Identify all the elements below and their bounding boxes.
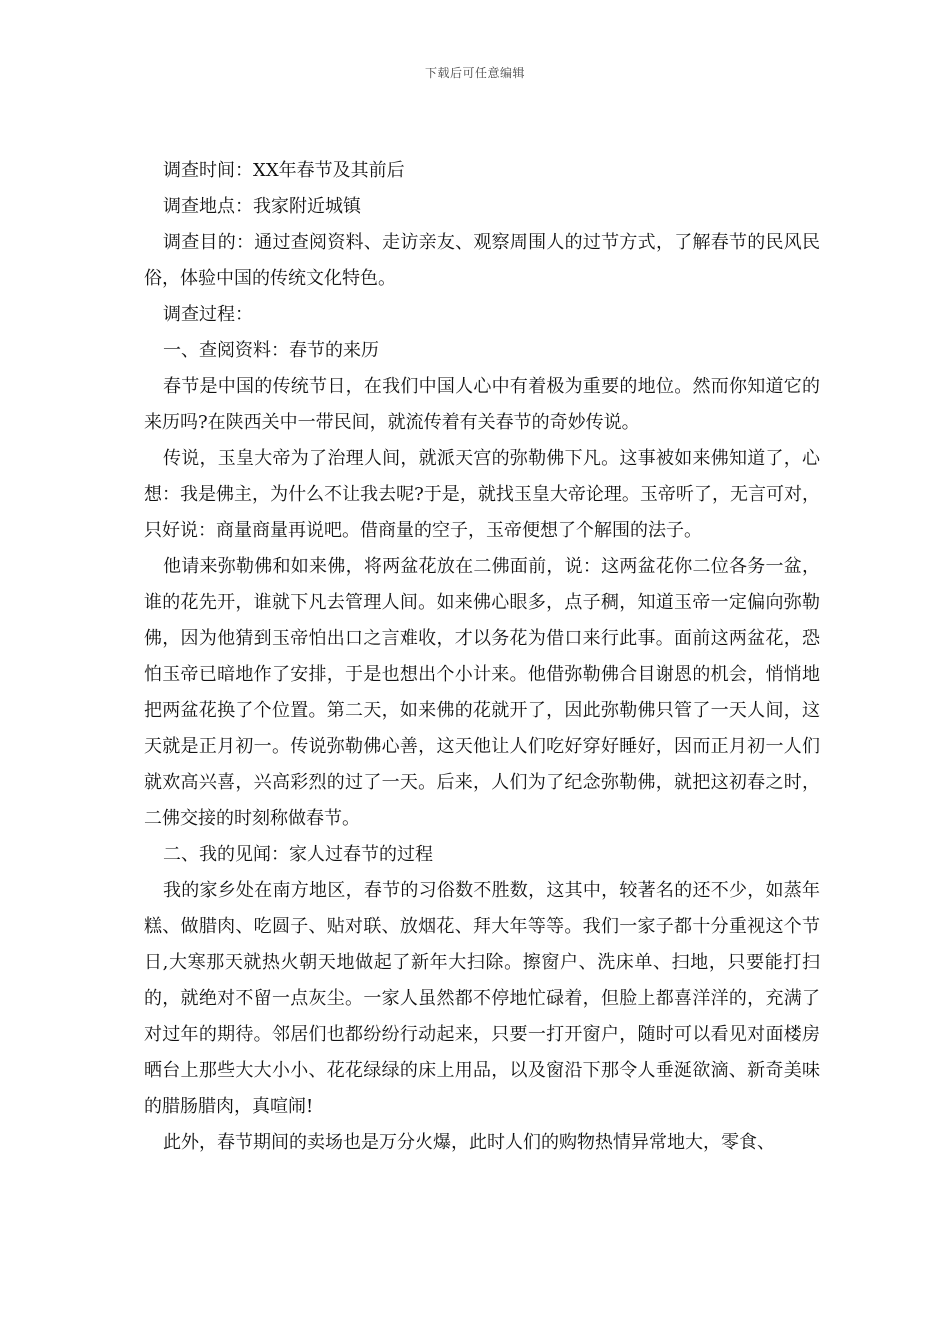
body-paragraph: 传说，玉皇大帝为了治理人间，就派天宫的弥勒佛下凡。这事被如来佛知道了，心想：我是佛主，为什么不让我去呢?于是，就找玉皇大帝论理。玉帝听了，无言可对，只好说：商量商量再说吧。借商量的空子，玉帝便想了个解围的法子。 (144, 448, 820, 541)
body-paragraph: 此外，春节期间的卖场也是万分火爆，此时人们的购物热情异常地大，零食、 (163, 1132, 775, 1153)
section-one-heading: 一、查阅资料：春节的来历 (163, 340, 379, 361)
survey-process-heading: 调查过程： (163, 304, 253, 325)
survey-location-paragraph: 调查地点：我家附近城镇 (163, 196, 361, 217)
survey-purpose-paragraph: 调查目的：通过查阅资料、走访亲友、观察周围人的过节方式，了解春节的民风民俗，体验中国的传统文化特色。 (144, 232, 820, 289)
body-paragraph: 他请来弥勒佛和如来佛，将两盆花放在二佛面前，说：这两盆花你二位各务一盆，谁的花先开，谁就下凡去管理人间。如来佛心眼多，点子稠，知道玉帝一定偏向弥勒佛，因为他猜到玉帝怕出口之言难收，才以务花为借口来行此事。面前这两盆花，恐怕玉帝已暗地作了安排，于是也想出个小计来。他借弥勒佛合目谢恩的机会，悄悄地把两盆花换了个位置。第二天，如来佛的花就开了，因此弥勒佛只管了一天人间，这天就是正月初一。传说弥勒佛心善，这天他让人们吃好穿好睡好，因而正月初一人们就欢高兴喜，兴高彩烈的过了一天。后来，人们为了纪念弥勒佛，就把这初春之时，二佛交接的时刻称做春节。 (144, 556, 820, 829)
page-header: 下载后可任意编辑 (424, 66, 525, 80)
body-paragraph: 我的家乡处在南方地区，春节的习俗数不胜数，这其中，较著名的还不少，如蒸年糕、做腊肉、吃圆子、贴对联、放烟花、拜大年等等。我们一家子都十分重视这个节日,大寒那天就热火朝天地做起了新年大扫除。擦窗户、洗床单、扫地，只要能打扫的，就绝对不留一点灰尘。一家人虽然都不停地忙碌着，但脸上都喜洋洋的，充满了对过年的期待。邻居们也都纷纷行动起来，只要一打开窗户，随时可以看见对面楼房晒台上那些大大小小、花花绿绿的床上用品，以及窗沿下那令人垂涎欲滴、新奇美味的腊肠腊肉，真喧闹! (144, 880, 820, 1117)
survey-time-paragraph: 调查时间：XX年春节及其前后 (163, 160, 405, 181)
document-body (144, 153, 820, 1161)
body-paragraph: 春节是中国的传统节日，在我们中国人心中有着极为重要的地位。然而你知道它的来历吗?在陕西关中一带民间，就流传着有关春节的奇妙传说。 (144, 376, 820, 433)
section-two-heading: 二、我的见闻：家人过春节的过程 (163, 844, 433, 865)
